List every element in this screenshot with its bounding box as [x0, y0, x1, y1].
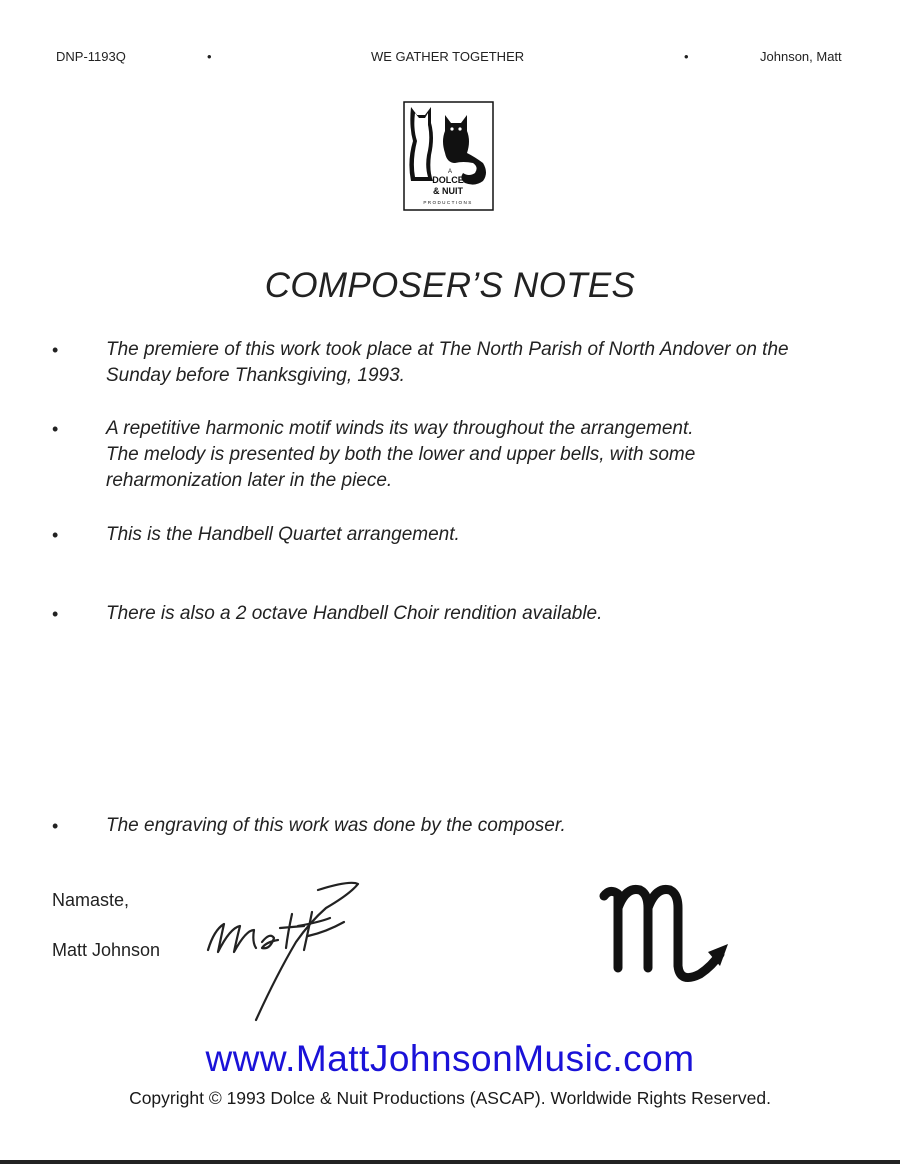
note-2-line-2: The melody is presented by both the lower and upper bells, with some — [106, 444, 696, 465]
closing-greeting: Namaste, — [52, 890, 130, 910]
header-separator: • — [684, 49, 689, 64]
dolce-nuit-logo — [403, 101, 494, 211]
note-3 — [106, 522, 866, 548]
note-1 — [106, 337, 866, 389]
logo-line-1: DOLCE — [432, 175, 464, 185]
bullet: • — [52, 525, 59, 545]
page-bottom-border — [0, 1160, 900, 1164]
note-2-line-3: reharmonization later in the piece. — [106, 470, 393, 491]
logo-line-2: & NUIT — [433, 186, 463, 196]
website-link[interactable]: www.MattJohnsonMusic.com — [205, 1038, 695, 1079]
bullet: • — [52, 816, 59, 836]
note-1-line-1: The premiere of this work took place at The North Parish of North Andover on the — [106, 339, 789, 360]
note-4 — [106, 601, 866, 627]
note-2-line-1: A repetitive harmonic motif winds its way throughout the arrangement. — [106, 418, 694, 439]
logo-line-3: PRODUCTIONS — [423, 200, 473, 205]
note-4-line-1: There is also a 2 octave Handbell Choir rendition available. — [106, 603, 603, 624]
note-5 — [106, 813, 866, 839]
bullet: • — [52, 604, 59, 624]
note-5-line-1: The engraving of this work was done by the composer. — [106, 815, 566, 836]
signature-image — [200, 872, 375, 1032]
signature-text: Matt — [200, 872, 202, 873]
header-separator: • — [207, 49, 212, 64]
piece-title: WE GATHER TOGETHER — [371, 49, 525, 64]
copyright-notice: Copyright © 1993 Dolce & Nuit Productions (ASCAP). Worldwide Rights Reserved. — [129, 1088, 771, 1108]
bullet: • — [52, 419, 59, 439]
scorpio-icon — [596, 874, 736, 994]
composer-name: Johnson, Matt — [760, 49, 842, 64]
page-title: COMPOSER’S NOTES — [264, 266, 636, 305]
logo-mark: A — [448, 169, 453, 175]
bullet: • — [52, 340, 59, 360]
closing-name: Matt Johnson — [52, 940, 161, 960]
catalog-number: DNP-1193Q — [56, 49, 126, 64]
note-2 — [106, 416, 866, 494]
note-1-line-2: Sunday before Thanksgiving, 1993. — [106, 365, 405, 386]
note-3-line-1: This is the Handbell Quartet arrangement. — [106, 524, 460, 545]
